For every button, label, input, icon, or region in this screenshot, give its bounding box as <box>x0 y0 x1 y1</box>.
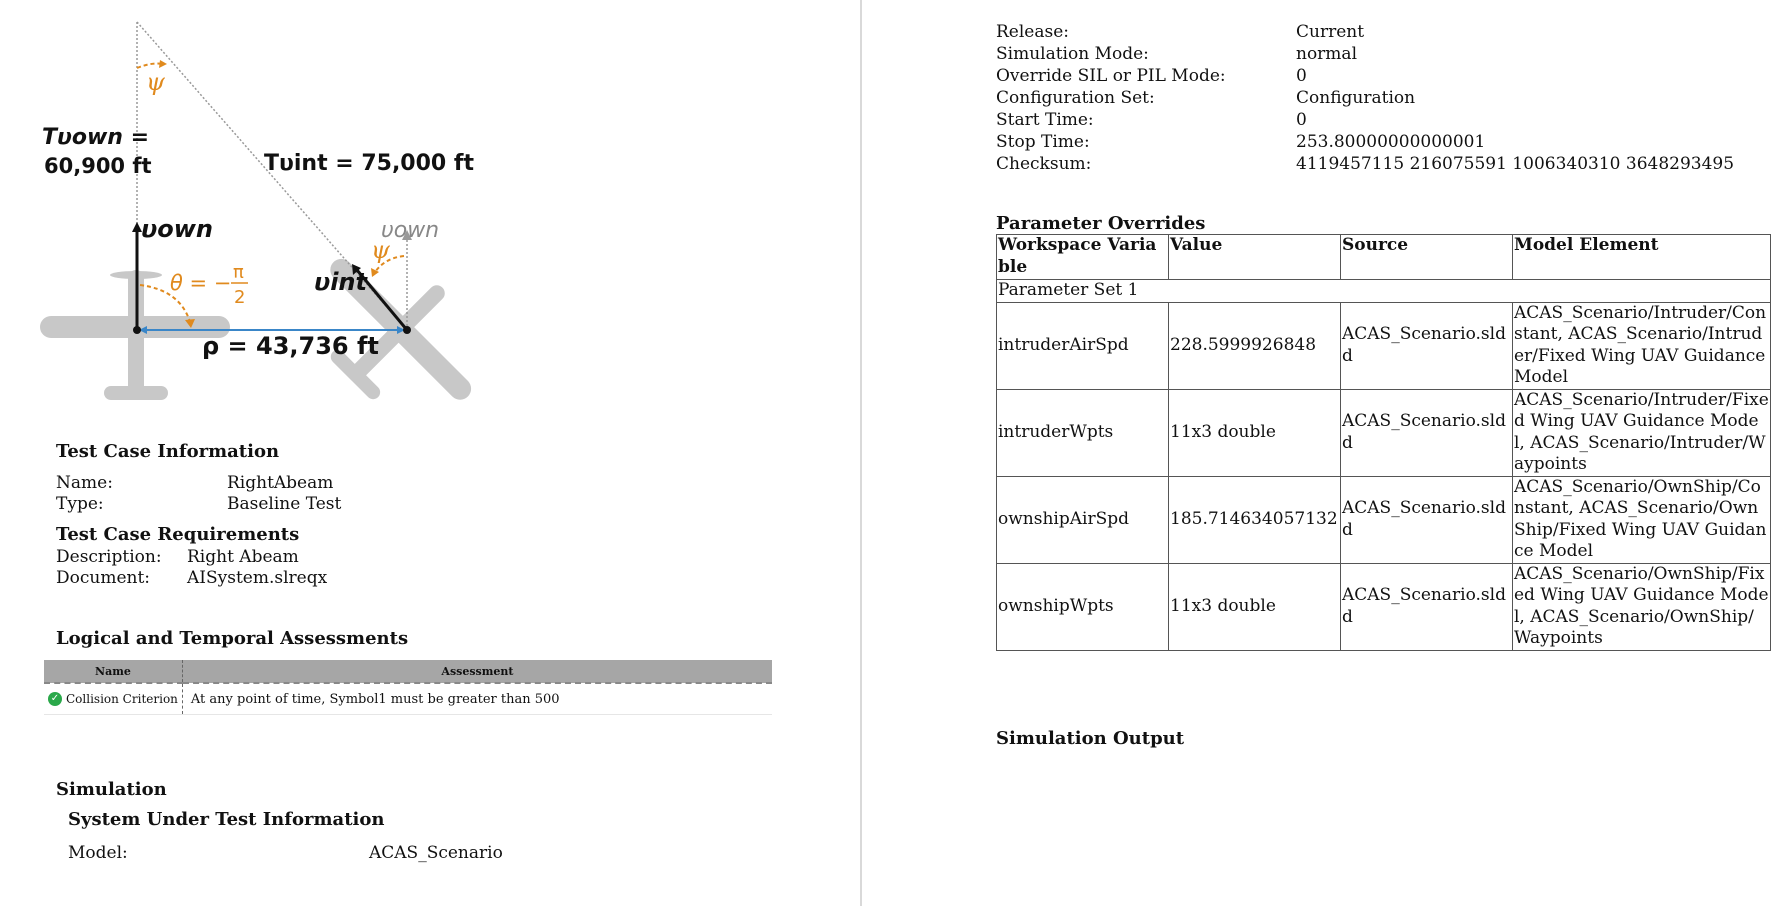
svg-text:2: 2 <box>234 287 246 308</box>
page-divider <box>860 0 862 906</box>
intruder-plane-icon <box>283 220 509 420</box>
tv-int-label: Tυint = 75,000 ft <box>264 151 474 176</box>
tv-own-value: 60,900 ft <box>44 154 152 178</box>
sut-heading: System Under Test Information <box>68 809 385 830</box>
test-case-type-value: Baseline Test <box>227 494 342 514</box>
check-circle-icon: ✓ <box>48 692 62 706</box>
simulation-output-heading: Simulation Output <box>996 728 1185 749</box>
table-row[interactable] <box>44 683 772 715</box>
psi-label: ψ <box>146 68 165 96</box>
test-case-name-value: RightAbeam <box>227 473 334 493</box>
parameter-set-row: Parameter Set 1 <box>997 280 1771 303</box>
table-row: ownshipWpts 11x3 double ACAS_Scenario.sldd ACAS_Scenario/OwnShip/Fixed Wing UAV Guidance Model, ACAS_Scenario/OwnShip/Waypoints <box>998 563 1769 648</box>
theta-label: θ = − <box>170 271 232 295</box>
v-own-label: υown <box>141 215 213 243</box>
rho-label: ρ = 43,736 ft <box>202 332 379 360</box>
psi-right-label: ψ <box>371 236 390 264</box>
col-source: Source <box>1341 235 1513 280</box>
encounter-diagram <box>0 0 860 420</box>
test-case-info-heading: Test Case Information <box>56 441 280 462</box>
table-row: intruderAirSpd 228.5999926848 ACAS_Scenario.sldd ACAS_Scenario/Intruder/Constant, ACAS_Scenario/Intruder/Fixed Wing UAV Guidance Model <box>997 302 1771 389</box>
tv-own-label: Tυown = <box>42 125 150 150</box>
col-value: Value <box>1169 235 1341 280</box>
table-row: intruderWpts 11x3 double ACAS_Scenario.sldd ACAS_Scenario/Intruder/Fixed Wing UAV Guidance Model, ACAS_Scenario/Intruder/Waypoints <box>998 389 1769 474</box>
assessment-name: Collision Criterion <box>66 691 178 706</box>
simulation-heading: Simulation <box>56 779 167 800</box>
col-workspace-variable: Workspace Variable <box>997 235 1169 280</box>
model-value: ACAS_Scenario <box>369 843 503 863</box>
col-model-element: Model Element <box>1513 235 1771 280</box>
assessment-text: At any point of time, Symbol1 must be greater than 500 <box>182 683 772 715</box>
assessments-heading: Logical and Temporal Assessments <box>56 628 409 649</box>
table-row: ownshipAirSpd 185.714634057132 ACAS_Scenario.sldd ACAS_Scenario/OwnShip/Constant, ACAS_Scenario/OwnShip/Fixed Wing UAV Guidance Model <box>997 476 1771 563</box>
svg-text:π: π <box>233 262 244 283</box>
requirement-document-link[interactable]: AISystem.slreqx <box>187 568 328 588</box>
parameter-overrides-heading: Parameter Overrides <box>996 213 1206 234</box>
v-int-label: υint <box>314 268 367 296</box>
col-assessment: Assessment <box>182 660 772 683</box>
col-name: Name <box>44 660 182 683</box>
requirements-heading: Test Case Requirements <box>56 524 300 545</box>
v-own-right-label: υown <box>381 218 440 243</box>
parameter-overrides-table <box>996 234 1771 651</box>
assessments-table <box>44 660 772 715</box>
